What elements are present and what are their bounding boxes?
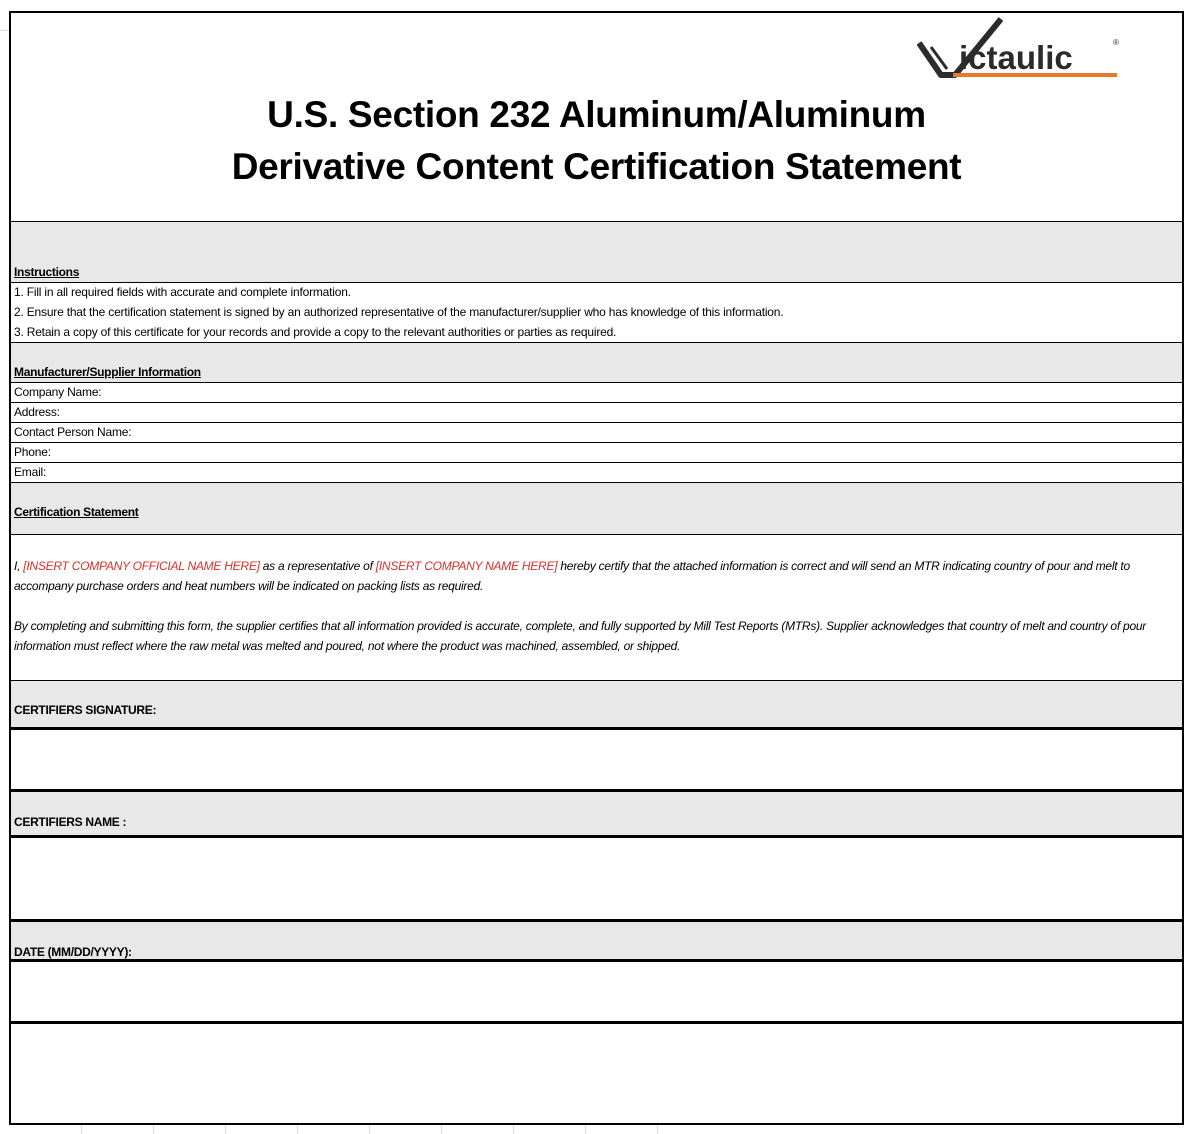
company-official-placeholder[interactable]: [INSERT COMPANY OFFICIAL NAME HERE] bbox=[23, 559, 260, 573]
signature-label-band bbox=[11, 681, 1182, 728]
instruction-item: 3. Retain a copy of this certificate for your records and provide a copy to the relevant authorities or parties as required. bbox=[14, 325, 617, 339]
page-title-line2: Derivative Content Certification Statement bbox=[231, 146, 962, 187]
instruction-item: 2. Ensure that the certification statement is signed by an authorized representative of the manufacturer/supplier who has knowledge of this information. bbox=[14, 305, 784, 319]
certification-form bbox=[9, 11, 1184, 1125]
logo-wordmark: ictaulic bbox=[959, 39, 1073, 76]
supplier-heading: Manufacturer/Supplier Information bbox=[14, 365, 201, 379]
instructions-header-band bbox=[11, 222, 1182, 282]
victaulic-logo bbox=[917, 17, 1121, 79]
certification-header-band bbox=[11, 483, 1182, 534]
page-title-line1: U.S. Section 232 Aluminum/Aluminum bbox=[267, 94, 926, 135]
date-field[interactable] bbox=[11, 962, 1182, 1021]
date-label-band bbox=[11, 922, 1182, 959]
instructions-heading: Instructions bbox=[14, 265, 80, 279]
instruction-item: 1. Fill in all required fields with accurate and complete information. bbox=[14, 285, 351, 299]
sheet-column-ticks bbox=[0, 1124, 1190, 1134]
email-field[interactable]: Email: bbox=[14, 465, 47, 479]
certification-heading: Certification Statement bbox=[14, 505, 139, 519]
certifier-signature-field[interactable] bbox=[11, 730, 1182, 789]
certification-paragraph-1: I, [INSERT COMPANY OFFICIAL NAME HERE] as a representative of [INSERT COMPANY NAME HERE] hereby certify that the attached information is correct and will send an MTR indicating country of pour and melt to accompany purchase orders and heat numbers will be indicated on packing lists as required. bbox=[14, 559, 1130, 593]
company-name-field[interactable]: Company Name: bbox=[14, 385, 102, 399]
phone-field[interactable]: Phone: bbox=[14, 445, 51, 459]
certifier-name-label: CERTIFIERS NAME : bbox=[14, 815, 127, 829]
certifier-name-field[interactable] bbox=[11, 838, 1182, 919]
address-field[interactable]: Address: bbox=[14, 405, 60, 419]
company-name-placeholder[interactable]: [INSERT COMPANY NAME HERE] bbox=[375, 559, 558, 573]
certifier-signature-label: CERTIFIERS SIGNATURE: bbox=[14, 703, 157, 717]
sheet-gridline bbox=[0, 30, 9, 31]
name-label-band bbox=[11, 792, 1182, 835]
registered-mark: ® bbox=[1113, 38, 1119, 47]
date-label: DATE (MM/DD/YYYY): bbox=[14, 945, 132, 959]
certification-paragraph-2: By completing and submitting this form, the supplier certifies that all information provided is accurate, complete, and fully supported by Mill Test Reports (MTRs). Supplier acknowledges that country of melt and country of pour information must reflect where the raw metal was melted and poured, not where the product was machined, assembled, or shipped. bbox=[14, 619, 1147, 653]
contact-person-field[interactable]: Contact Person Name: bbox=[14, 425, 132, 439]
